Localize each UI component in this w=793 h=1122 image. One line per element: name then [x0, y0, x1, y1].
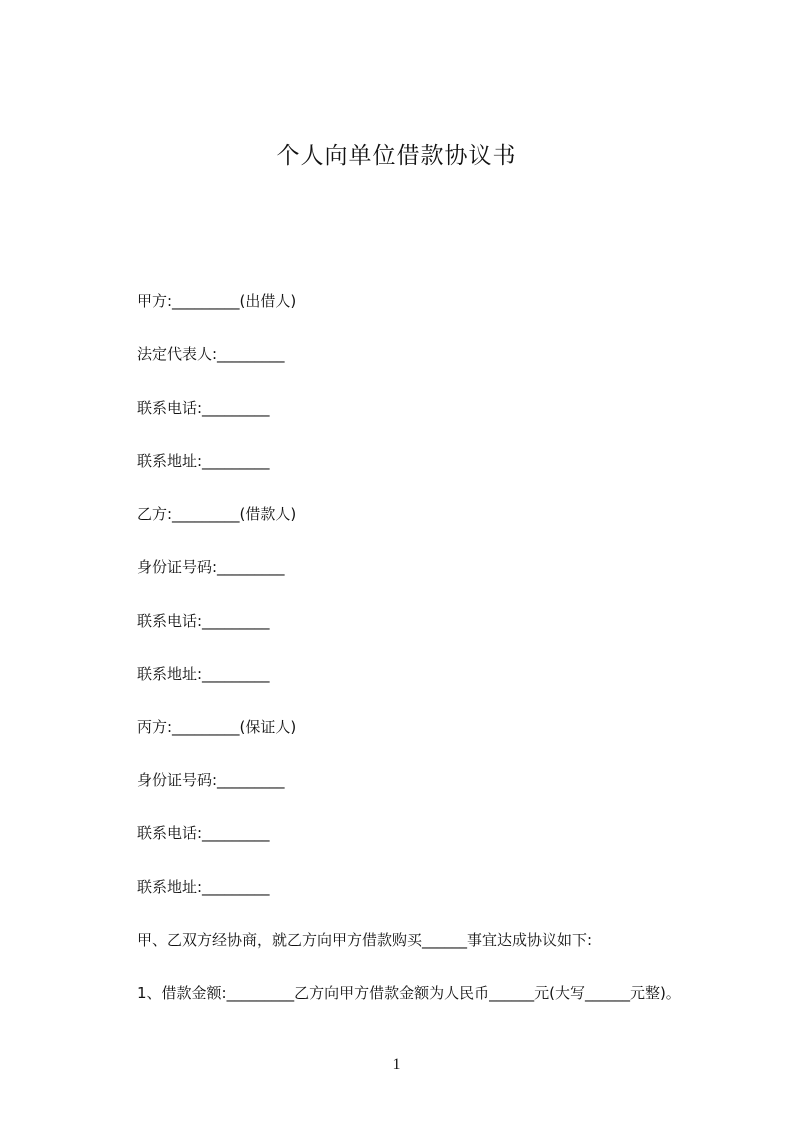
party-c-address-line: 联系地址:_________: [137, 878, 270, 896]
loan-amount-clause: 1、借款金额:_________乙方向甲方借款金额为人民币______元(大写______元整)。: [137, 984, 681, 1002]
party-b-line: 乙方:_________(借款人): [137, 505, 297, 523]
party-c-line: 丙方:_________(保证人): [137, 718, 297, 736]
party-a-representative-line: 法定代表人:_________: [137, 345, 285, 363]
party-b-phone-line: 联系电话:_________: [137, 612, 270, 630]
agreement-intro-line: 甲、乙双方经协商，就乙方向甲方借款购买______事宜达成协议如下:: [137, 931, 593, 949]
page-number: 1: [392, 1056, 401, 1073]
document-title: 个人向单位借款协议书: [276, 143, 517, 169]
party-a-line: 甲方:_________(出借人): [137, 292, 297, 310]
party-b-id-line: 身份证号码:_________: [137, 558, 285, 576]
party-c-id-line: 身份证号码:_________: [137, 771, 285, 789]
party-b-address-line: 联系地址:_________: [137, 665, 270, 683]
party-a-phone-line: 联系电话:_________: [137, 399, 270, 417]
party-c-phone-line: 联系电话:_________: [137, 824, 270, 842]
party-a-address-line: 联系地址:_________: [137, 452, 270, 470]
